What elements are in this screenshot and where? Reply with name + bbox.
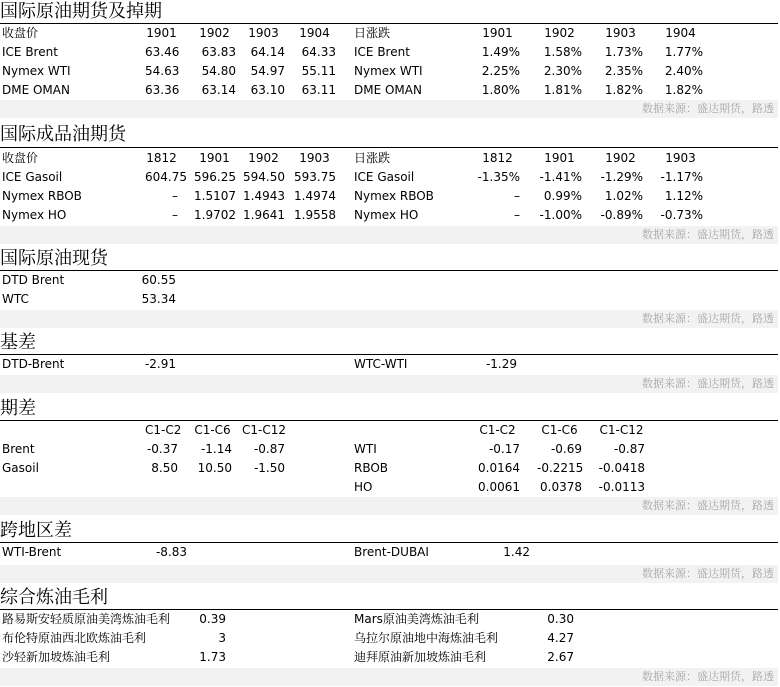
table-cell: 2.25% [481,64,520,78]
row-label: 沙轻新加坡炼油毛利 [2,650,111,664]
table-cell: 0.0061 [478,480,520,494]
source-note: 数据来源：盛达期货，路透 [642,377,774,390]
row-label: Nymex RBOB [2,189,82,203]
table-header-cell: 1902 [248,151,279,165]
row-label: RBOB [354,461,389,475]
table-header-label: 收盘价 [2,26,39,40]
row-label: Nymex HO [354,208,419,222]
table-cell: 1.12% [664,189,703,203]
table-cell: -0.69 [550,442,582,456]
source-note-bar [0,100,778,118]
table-header-cell: 1901 [199,151,230,165]
table-header-cell: C1-C6 [194,423,231,437]
row-label: 布伦特原油西北欧炼油毛利 [2,631,147,645]
table-cell: 0.0164 [478,461,520,475]
table-cell: 1.82% [604,83,643,97]
table-cell: 8.50 [151,461,178,475]
table-cell: -0.87 [253,442,285,456]
table-cell: 1.73% [604,45,643,59]
table-cell: 1.80% [481,83,520,97]
table-cell: -8.83 [155,545,187,559]
table-header-cell: 1904 [665,26,696,40]
table-cell: 593.75 [294,170,336,184]
table-cell: 1.82% [664,83,703,97]
table-header-label: 收盘价 [2,151,39,165]
source-note: 数据来源：盛达期货，路透 [642,670,774,683]
table-cell: 60.55 [141,273,176,287]
row-label: ICE Gasoil [354,170,415,184]
row-label: DME OMAN [2,83,70,97]
row-label: 迪拜原油新加坡炼油毛利 [354,650,487,664]
row-label: HO [354,480,373,494]
table-cell: 1.81% [543,83,582,97]
source-note: 数据来源：盛达期货，路透 [642,228,774,241]
table-cell: 1.58% [543,45,582,59]
row-label: 路易斯安轻质原油美湾炼油毛利 [2,612,171,626]
row-label: ICE Brent [354,45,410,59]
source-note: 数据来源：盛达期货，路透 [642,312,774,325]
table-cell: 0.30 [547,612,574,626]
table-cell: 1.49% [481,45,520,59]
table-cell: 2.40% [664,64,703,78]
table-cell: -1.29% [600,170,643,184]
section-title-spread: 期差 [0,398,36,419]
table-header-cell: 1903 [299,151,330,165]
table-cell: – [172,208,178,222]
table-cell: 63.83 [201,45,236,59]
table-cell: 2.30% [543,64,582,78]
table-cell: -0.89% [600,208,643,222]
table-header-cell: C1-C6 [541,423,578,437]
source-note-bar [0,226,778,244]
row-label: Brent [2,442,35,456]
table-cell: 0.0378 [540,480,582,494]
table-cell: 604.75 [145,170,187,184]
table-header-cell: C1-C12 [599,423,644,437]
table-header-cell: 1901 [544,151,575,165]
table-cell: 1.4943 [243,189,285,203]
table-header-cell: 1902 [199,26,230,40]
table-cell: -1.14 [200,442,232,456]
table-cell: -0.0113 [598,480,645,494]
table-header-label: 日涨跌 [354,26,391,40]
section-title-crude-spot: 国际原油现货 [0,248,108,269]
table-cell: 1.77% [664,45,703,59]
table-cell: 10.50 [197,461,232,475]
table-header-cell: 1903 [248,26,279,40]
row-label: Nymex WTI [354,64,423,78]
table-cell: -0.0418 [598,461,645,475]
table-cell: 3 [218,631,226,645]
section-title-basis: 基差 [0,332,36,353]
table-cell: -0.73% [660,208,703,222]
table-cell: -1.29 [485,357,517,371]
table-cell: 63.46 [145,45,180,59]
table-header-cell: 1812 [146,151,177,165]
source-note: 数据来源：盛达期货，路透 [642,102,774,115]
table-cell: 594.50 [243,170,285,184]
table-cell: -1.35% [477,170,520,184]
table-cell: -1.41% [539,170,582,184]
table-cell: – [514,189,520,203]
table-header-cell: 1812 [482,151,513,165]
table-cell: 1.42 [503,545,530,559]
table-cell: 53.34 [141,292,176,306]
table-cell: 1.9558 [294,208,336,222]
table-header-label [354,421,474,440]
table-header-label [2,421,142,440]
row-label: Nymex WTI [2,64,71,78]
table-cell: 0.99% [543,189,582,203]
table-cell: -0.2215 [537,461,584,475]
table-cell: -0.37 [146,442,178,456]
table-cell: 63.36 [145,83,180,97]
table-header-cell: C1-C12 [242,423,286,437]
table-cell: 1.73 [199,650,226,664]
table-header-cell: 1903 [605,26,636,40]
row-label: Nymex RBOB [354,189,434,203]
divider-line [0,147,778,148]
table-cell: -1.17% [660,170,703,184]
table-header-cell: 1903 [665,151,696,165]
table-cell: 63.11 [301,83,336,97]
row-label: Nymex HO [2,208,67,222]
source-note: 数据来源：盛达期货，路透 [642,499,774,512]
table-cell: -0.87 [613,442,645,456]
row-label: DTD Brent [2,273,65,287]
table-cell: -1.50 [253,461,285,475]
table-cell: 1.5107 [194,189,236,203]
table-cell: 54.97 [250,64,285,78]
table-header-cell: 1901 [146,26,177,40]
table-cell: 2.67 [547,650,574,664]
table-cell: 1.9641 [243,208,285,222]
table-header-cell: 1902 [544,26,575,40]
table-header-cell: 1901 [482,26,513,40]
source-note-bar [0,668,778,686]
table-cell: 63.10 [250,83,285,97]
table-cell: 1.9702 [194,208,236,222]
table-header-cell: C1-C2 [145,423,182,437]
row-label: WTI [354,442,377,456]
row-label: ICE Brent [2,45,58,59]
source-note: 数据来源：盛达期货，路透 [642,567,774,580]
section-title-product-futures: 国际成品油期货 [0,124,126,145]
table-header-cell: 1904 [299,26,330,40]
table-cell: 55.11 [301,64,336,78]
table-header-cell: C1-C2 [479,423,516,437]
table-header-cell: 1902 [605,151,636,165]
table-cell: 2.35% [604,64,643,78]
table-cell: -2.91 [144,357,176,371]
row-label: WTC [2,292,29,306]
table-cell: 54.80 [201,64,236,78]
row-label: Brent-DUBAI [354,545,429,559]
table-cell: – [172,189,178,203]
table-header-label: 日涨跌 [354,151,391,165]
table-cell: 64.14 [250,45,285,59]
table-cell: -1.00% [539,208,582,222]
table-cell: 596.25 [194,170,236,184]
section-title-refining-margin: 综合炼油毛利 [0,587,108,608]
table-cell: – [514,208,520,222]
source-note-bar [0,310,778,328]
row-label: Mars原油美湾炼油毛利 [354,612,479,626]
table-cell: 4.27 [547,631,574,645]
row-label: WTC-WTI [354,357,408,371]
source-note-bar [0,375,778,393]
table-cell: 1.4974 [294,189,336,203]
source-note-bar [0,565,778,583]
row-label: WTI-Brent [2,545,62,559]
table-cell: 64.33 [301,45,336,59]
table-cell: 1.02% [604,189,643,203]
table-cell: 0.39 [199,612,226,626]
table-cell: 54.63 [145,64,180,78]
row-label: 乌拉尔原油地中海炼油毛利 [354,631,499,645]
table-cell: 63.14 [201,83,236,97]
row-label: DME OMAN [354,83,422,97]
section-title-cross-region: 跨地区差 [0,520,72,541]
table-cell: -0.17 [488,442,520,456]
section-title-crude-futures: 国际原油期货及掉期 [0,1,162,22]
row-label: ICE Gasoil [2,170,63,184]
row-label: Gasoil [2,461,39,475]
row-label: DTD-Brent [2,357,65,371]
source-note-bar [0,497,778,515]
